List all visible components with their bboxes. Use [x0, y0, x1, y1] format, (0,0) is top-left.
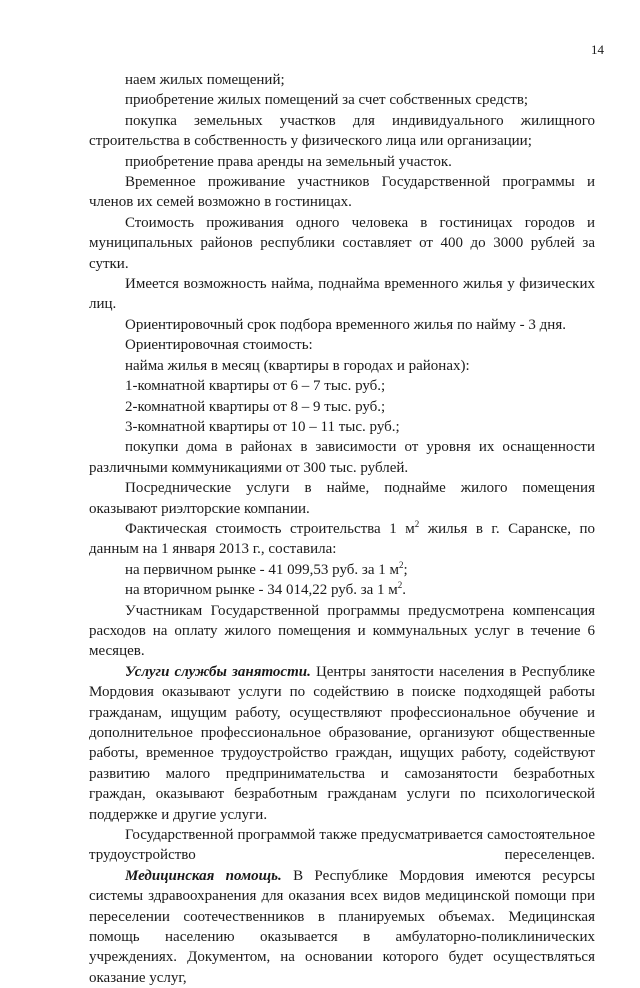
paragraph-hotels: Временное проживание участников Государственной программы и членов их семей возможно в гостиницах. [89, 174, 595, 211]
paragraph-medical-care [89, 866, 595, 988]
paragraph-monthly-rent: найма жилья в месяц (квартиры в городах и районах): [125, 357, 470, 374]
employment-services-heading: Услуги службы занятости. [125, 663, 311, 680]
secondary-market-text: на вторичном рынке - 34 014,22 руб. за 1 м [125, 582, 398, 599]
document-body [89, 70, 595, 988]
secondary-market-sup: 2 [397, 580, 403, 591]
secondary-market-rest: . [402, 582, 407, 599]
paragraph-house-purchase: покупки дома в районах в зависимости от уровня их оснащенности различными коммуникациями от 300 тыс. рублей. [89, 439, 595, 476]
page-number: 14 [591, 42, 604, 57]
paragraph-selection-term: Ориентировочный срок подбора временного жилья по найму - 3 дня. [125, 316, 566, 333]
paragraph-secondary-market [89, 580, 595, 600]
paragraph-2-room: 2-комнатной квартиры от 8 – 9 тыс. руб.; [125, 398, 386, 415]
paragraph-rent: наем жилых помещений; [125, 72, 285, 88]
paragraph-employment-services [89, 662, 595, 825]
primary-market-sup: 2 [399, 559, 404, 570]
medical-care-heading: Медицинская помощь. [125, 867, 282, 884]
paragraph-1-room: 1-комнатной квартиры от 6 – 7 тыс. руб.; [125, 378, 386, 395]
paragraph-self-employment: Государственной программой также предусматривается самостоятельное трудоустройство переселенцев. [89, 827, 595, 864]
paragraph-purchase-own-funds: приобретение жилых помещений за счет собственных средств; [125, 92, 529, 109]
paragraph-compensation: Участникам Государственной программы предусмотрена компенсация расходов на оплату жилого помещения и коммунальных услуг в течение 6 месяцев. [89, 602, 595, 660]
construction-cost-sup: 2 [414, 518, 420, 529]
medical-care-text: В Республике Мордовия имеются ресурсы системы здравоохранения для оказания всех видов медицинской помощи при переселении соотечественников в планируемых объемах. Медицинская помощь населению оказывается в амбулаторно-поликлинических учреждениях. Документом, на основании которого будет осуществляться оказание услуг, [89, 867, 595, 986]
paragraph-temporary-housing: Имеется возможность найма, поднайма временного жилья у физических лиц. [89, 276, 595, 313]
paragraph-3-room: 3-комнатной квартиры от 10 – 11 тыс. руб.; [125, 418, 400, 435]
paragraph-land-purchase: покупка земельных участков для индивидуального жилищного строительства в собственность у физического лица или организации; [89, 112, 595, 150]
paragraph-land-lease: приобретение права аренды на земельный участок. [125, 153, 452, 170]
primary-market-text: на первичном рынке - 41 099,53 руб. за 1 м [125, 561, 399, 578]
paragraph-approximate-cost: Ориентировочная стоимость: [125, 337, 313, 354]
paragraph-primary-market [89, 560, 595, 580]
employment-services-text: Центры занятости населения в Республике Мордовия оказывают услуги по содействию в поиске подходящей работы гражданам, ищущим работу, осуществляют профессиональное обучение и дополнительное профессиональное образование, организуют общественные работы, временное трудоустройство граждан, ищущих работу, содействуют развитию малого предпринимательства и самозанятости безработных граждан, оказывают безработным гражданам услуги по психологической поддержке и другие услуги. [89, 663, 595, 823]
paragraph-hotel-cost: Стоимость проживания одного человека в гостиницах городов и муниципальных районов республики составляет от 400 до 3000 рублей за сутки. [89, 214, 595, 272]
primary-market-rest: ; [403, 561, 408, 578]
construction-cost-text: Фактическая стоимость строительства 1 м [125, 520, 415, 537]
paragraph-realtors: Посреднические услуги в найме, поднайме жилого помещения оказывают риэлторские компании. [89, 480, 595, 517]
paragraph-construction-cost [89, 519, 595, 560]
construction-cost-rest: жилья в г. Саранске, по данным на 1 января 2013 г., составила: [89, 520, 596, 558]
